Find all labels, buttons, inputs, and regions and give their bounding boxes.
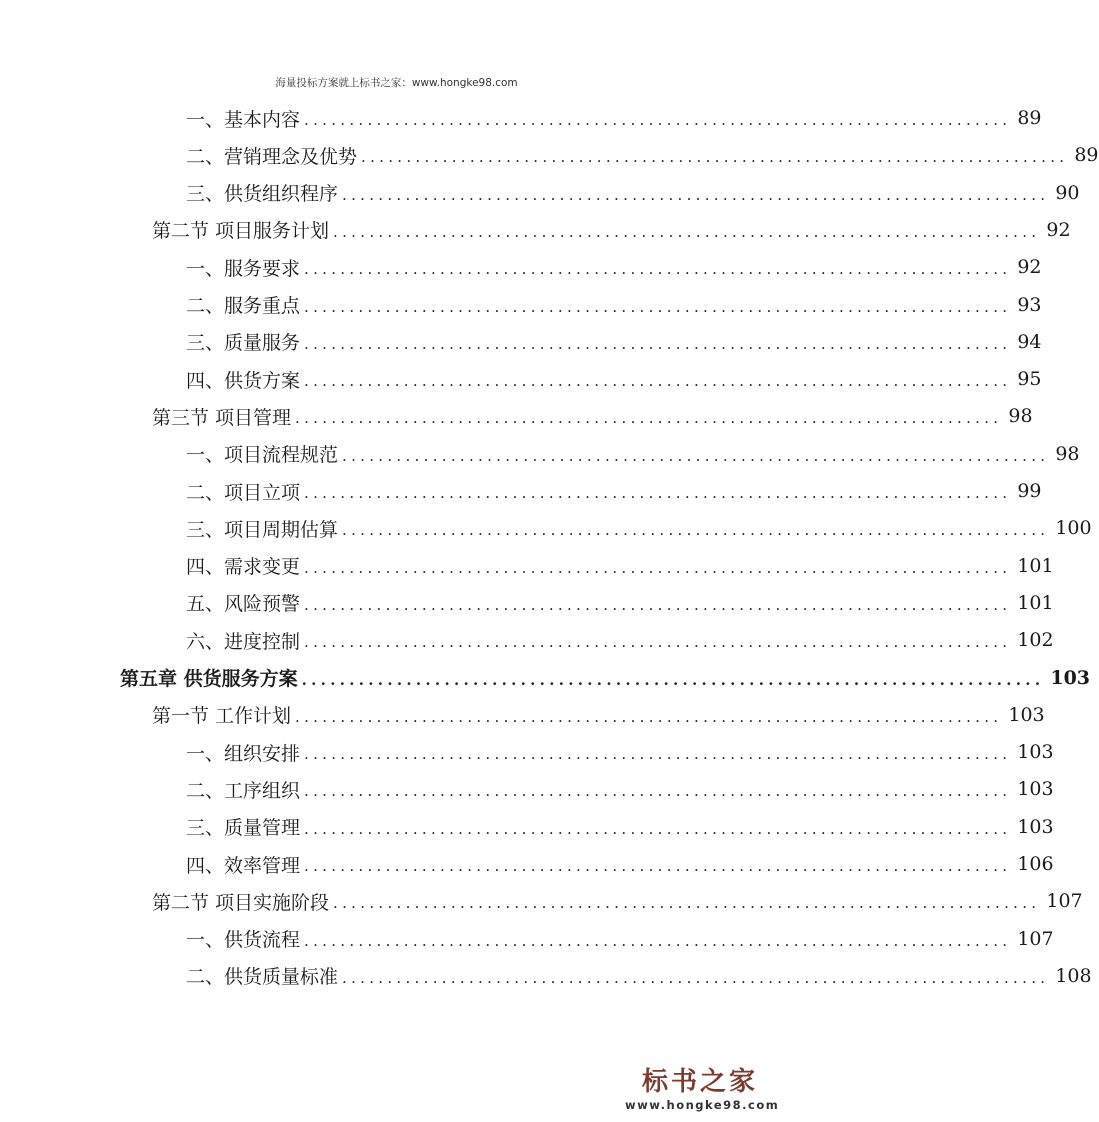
toc-entry-label: 三、质量服务 [186, 332, 301, 355]
toc-entry-label: 三、质量管理 [186, 817, 301, 840]
toc-page-number: 101 [1017, 591, 1054, 614]
toc-item-entry[interactable] [186, 249, 1042, 285]
toc-page-number: 98 [1055, 442, 1080, 465]
toc-page-number: 107 [1046, 890, 1083, 913]
toc-entry-label: 第五章 供货服务方案 [120, 668, 298, 690]
toc-item-entry[interactable] [186, 287, 1042, 323]
toc-item-entry[interactable] [186, 175, 1080, 211]
toc-page-number: 99 [1017, 480, 1042, 502]
toc-section-entry[interactable] [152, 212, 1071, 248]
toc-page-number: 89 [1074, 144, 1099, 167]
watermark-url: www.hongke98.com [625, 1098, 780, 1112]
toc-dot-leader: .............................................................................. [304, 819, 1012, 838]
toc-dot-leader: .............................................................................. [342, 521, 1050, 540]
toc-chapter-entry[interactable] [120, 660, 1091, 696]
toc-dot-leader: .............................................................................. [333, 894, 1041, 913]
toc-entry-label: 四、需求变更 [186, 556, 301, 579]
toc-dot-leader: .............................................................................. [304, 857, 1012, 875]
toc-dot-leader: .............................................................................. [295, 707, 1003, 726]
watermark-name: 标书之家 [641, 1067, 758, 1097]
toc-section-entry[interactable] [152, 697, 1045, 733]
toc-dot-leader: .............................................................................. [304, 633, 1012, 652]
toc-item-entry[interactable] [186, 771, 1054, 807]
toc-dot-leader: .............................................................................. [304, 595, 1012, 614]
toc-section-entry[interactable] [152, 398, 1033, 434]
toc-dot-leader: .............................................................................. [304, 334, 1012, 353]
toc-entry-label: 二、营销理念及优势 [186, 145, 358, 168]
toc-page-number: 103 [1017, 815, 1054, 838]
toc-dot-leader: .............................................................................. [301, 670, 1045, 689]
toc-entry-label: 第二节 项目实施阶段 [152, 891, 330, 914]
toc-dot-leader: .............................................................................. [342, 446, 1050, 465]
toc-page-number: 89 [1017, 107, 1042, 129]
toc-dot-leader: .............................................................................. [304, 372, 1012, 391]
toc-item-entry[interactable] [186, 548, 1054, 584]
toc-item-entry[interactable] [186, 734, 1054, 770]
toc-item-entry[interactable] [186, 958, 1092, 994]
toc-entry-label: 一、供货流程 [186, 929, 301, 952]
toc-entry-label: 四、供货方案 [186, 369, 301, 392]
toc-page-number: 102 [1017, 629, 1054, 652]
toc-dot-leader: .............................................................................. [304, 931, 1012, 950]
toc-entry-label: 第三节 项目管理 [152, 406, 292, 429]
toc-entry-label: 二、工序组织 [186, 779, 301, 802]
toc-dot-leader: .............................................................................. [304, 745, 1012, 764]
toc-entry-label: 一、项目流程规范 [186, 444, 339, 467]
toc-item-entry[interactable] [186, 921, 1054, 957]
toc-page-number: 108 [1055, 964, 1092, 987]
toc-dot-leader: .............................................................................. [304, 260, 1012, 279]
toc-entry-label: 一、服务要求 [186, 257, 301, 280]
page-header: 海量投标方案就上标书之家：www.hongke98.com [275, 77, 518, 89]
toc-dot-leader: .............................................................................. [342, 185, 1050, 204]
toc-entry-label: 二、项目立项 [186, 481, 301, 504]
toc-page-number: 103 [1017, 741, 1054, 764]
toc-page-number: 92 [1046, 218, 1071, 241]
toc-item-entry[interactable] [186, 622, 1054, 658]
toc-page-number: 107 [1017, 927, 1054, 950]
toc-item-entry[interactable] [186, 137, 1099, 173]
toc-entry-label: 六、进度控制 [186, 630, 301, 653]
toc-page-number: 95 [1017, 368, 1042, 391]
toc-page-number: 94 [1017, 330, 1042, 353]
toc-item-entry[interactable] [186, 473, 1042, 509]
toc-item-entry[interactable] [186, 510, 1092, 546]
toc-entry-label: 一、基本内容 [186, 108, 301, 131]
toc-page-number: 106 [1017, 853, 1054, 875]
toc-dot-leader: .............................................................................. [304, 484, 1012, 502]
toc-item-entry[interactable] [186, 324, 1042, 360]
toc-dot-leader: .............................................................................. [361, 148, 1069, 167]
toc-entry-label: 三、项目周期估算 [186, 518, 339, 541]
toc-entry-label: 第一节 工作计划 [152, 705, 292, 728]
toc-entry-label: 五、风险预警 [186, 593, 301, 616]
toc-dot-leader: .............................................................................. [333, 222, 1041, 241]
toc-page-number: 103 [1050, 666, 1091, 689]
toc-item-entry[interactable] [186, 846, 1054, 882]
toc-page-number: 92 [1017, 256, 1042, 279]
toc-dot-leader: .............................................................................. [304, 111, 1012, 129]
toc-entry-label: 第二节 项目服务计划 [152, 220, 330, 243]
toc-dot-leader: .............................................................................. [304, 297, 1012, 316]
toc-page-number: 90 [1055, 181, 1080, 204]
toc-entry-label: 二、服务重点 [186, 295, 301, 317]
toc-section-entry[interactable] [152, 883, 1083, 919]
toc-entry-label: 一、组织安排 [186, 742, 301, 765]
toc-entry-label: 二、供货质量标准 [186, 966, 339, 989]
toc-dot-leader: .............................................................................. [304, 558, 1012, 577]
toc-item-entry[interactable] [186, 585, 1054, 621]
toc-entry-label: 三、供货组织程序 [186, 183, 339, 206]
toc-page-number: 101 [1017, 554, 1054, 577]
toc-item-entry[interactable] [186, 100, 1042, 136]
toc-dot-leader: .............................................................................. [342, 968, 1050, 987]
toc-dot-leader: .............................................................................. [295, 409, 1003, 428]
toc-page-number: 100 [1055, 517, 1092, 540]
toc-page-number: 103 [1008, 703, 1045, 726]
toc-entry-label: 四、效率管理 [186, 854, 301, 877]
toc-item-entry[interactable] [186, 436, 1080, 472]
toc-page-number: 98 [1008, 405, 1033, 428]
toc-page-number: 93 [1017, 293, 1042, 316]
toc-item-entry[interactable] [186, 361, 1042, 397]
toc-item-entry[interactable] [186, 809, 1054, 845]
toc-page-number: 103 [1017, 778, 1054, 801]
toc-dot-leader: .............................................................................. [304, 782, 1012, 801]
site-watermark-logo [625, 1061, 780, 1112]
